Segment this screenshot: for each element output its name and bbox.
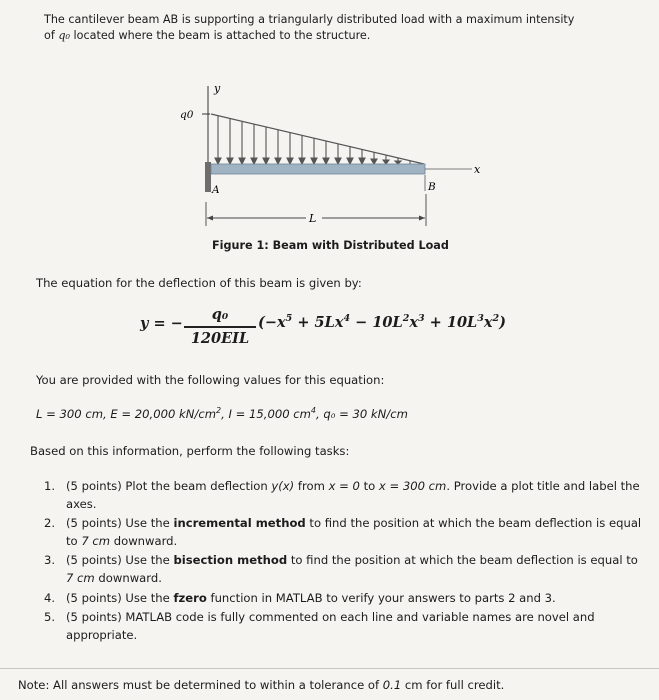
given-values: L = 300 cm, E = 20,000 $kN/cm^2$, I = 15,000 $cm^4$, q₀ = 30 kN/cm [36, 406, 408, 421]
equation-lhs: y = − [140, 315, 183, 332]
intro-line-2: of q₀ located where the beam is attached to the structure. [44, 29, 371, 42]
y-axis-label: y [214, 82, 221, 95]
fixed-support [205, 162, 211, 192]
task-item-1: 1. (5 points) Plot the beam deflection y(x) from x = 0 to x = 300 cm. Provide a plot title and label the axes. [44, 479, 640, 511]
dimension-arrow-right [419, 216, 425, 221]
task-item-5: 5. (5 points) MATLAB code is fully commented on each line and variable names are novel and appropriate. [44, 610, 595, 642]
fraction-numerator: q₀ [211, 306, 229, 323]
equation-rhs: $(-x^5 + 5Lx^4 - 10L^2x^3 + 10L^3x^2)$ [258, 313, 507, 331]
fraction-denominator: 120EIL [190, 329, 250, 347]
task-item-2: 2. (5 points) Use the incremental method to find the position at which the beam deflection is equal to 7 cm downward. [44, 516, 642, 548]
intro-line-1: The cantilever beam AB is supporting a triangularly distributed load with a maximum intensity [44, 13, 575, 26]
q0-symbol: q₀ [58, 29, 70, 42]
values-intro: You are provided with the following values for this equation: [36, 373, 385, 387]
q0-label: q0 [180, 109, 194, 121]
x-axis-label: x [474, 163, 481, 176]
tolerance-note: Note: All answers must be determined to within a tolerance of 0.1 cm for full credit. [18, 678, 505, 692]
tasks-intro: Based on this information, perform the following tasks: [30, 444, 350, 458]
divider [0, 668, 659, 669]
equation-intro: The equation for the deflection of this beam is given by: [36, 276, 362, 290]
point-b-label: B [428, 181, 436, 193]
beam [211, 164, 425, 174]
task-item-4: 4. (5 points) Use the fzero function in MATLAB to verify your answers to parts 2 and 3. [44, 590, 556, 605]
task-list [44, 478, 644, 646]
dimension-arrow-left [207, 216, 213, 221]
point-a-label: A [212, 184, 220, 196]
equation-fraction [184, 305, 256, 349]
figure-caption: Figure 1: Beam with Distributed Load [212, 239, 449, 252]
task-item-3: 3. (5 points) Use the bisection method to find the position at which the beam deflection is equal to 7 cm downward. [44, 553, 638, 585]
problem-intro [44, 12, 604, 44]
fraction-bar [184, 326, 256, 328]
beam-figure [150, 78, 510, 258]
load-arrows [215, 116, 410, 164]
length-label: L [309, 212, 317, 225]
beam-diagram [150, 78, 510, 258]
load-distribution-line [211, 114, 424, 164]
